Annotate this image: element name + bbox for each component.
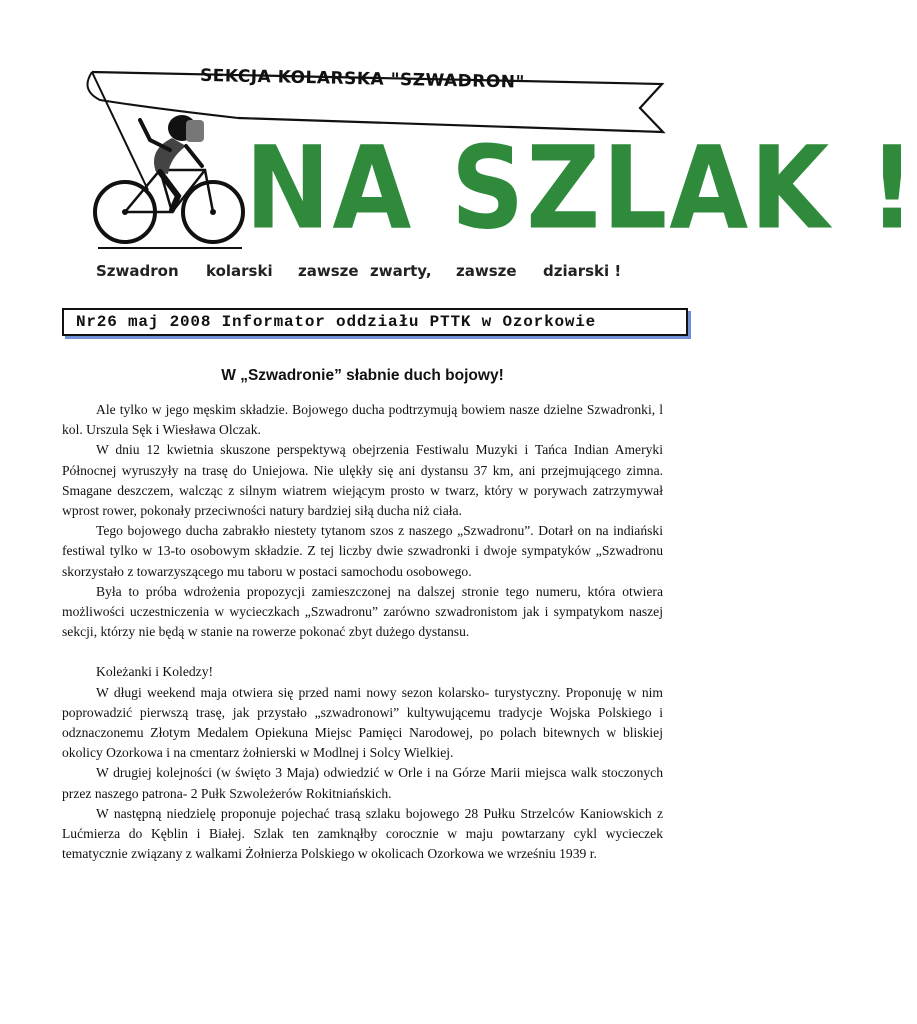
masthead: [0, 0, 917, 300]
section-name: SEKCJA KOLARSKA "SZWADRON": [199, 65, 526, 93]
article-paragraph: W dniu 12 kwietnia skuszone perspektywą obejrzenia Festiwalu Muzyki i Tańca Indian Ameryki Północnej wyruszyły na trasę do Uniejowa. Nie ulękły się ani dystansu 37 km, ani przejmującego zimna. Smagane deszczem, walcząc z silnym wiatrem wiejącym prosto w twarz, który w porywach zatrzymywał wprost rower, pokonały przeciwności natury bardziej siłą ducha niż ciała.: [62, 442, 663, 519]
motto-word: dziarski !: [543, 262, 622, 280]
article-paragraph: W długi weekend maja otwiera się przed nami nowy sezon kolarsko- turystyczny. Proponuję w nim poprowadzić pierwszą trasę, jak przystało „szwadronowi” kultywującemu tradycje Wojska Polskiego i odznaczonemu Złotym Medalem Opiekuna Miejsc Pamięci Narodowej, po polach bitewnych w bliskiej okolicy Ozorkowa i na cmentarz żołnierski w Modlnej i Solcy Wielkiej.: [62, 684, 663, 761]
motto-word: kolarski: [206, 262, 273, 280]
article-paragraph: Była to próba wdrożenia propozycji zamieszczonej na dalszej stronie tego numeru, która otwiera możliwości uczestniczenia w wycieczkach „Szwadronu” zarówno szwadronistom jak i sympatykom naszej sekcji, którzy nie będą w stanie na rowerze pokonać zbyt dużego dystansu.: [62, 583, 663, 640]
motto-word: zawsze: [456, 262, 517, 280]
motto-word: zwarty,: [370, 262, 432, 280]
motto-word: zawsze: [298, 262, 359, 280]
page-title: NA SZLAK !: [245, 122, 917, 256]
issue-info-bar: [62, 308, 688, 336]
greeting: Koleżanki i Koledzy!: [96, 664, 214, 680]
article-paragraph: Tego bojowego ducha zabrakło niestety tytanom szos z naszego „Szwadronu”. Dotarł on na indiański festiwal tylko w 13-to osobowym składzie. Z tej liczby dwie szwadronki i dwoje sympatyków „Szwadronu skorzystało z towarzyszącego mu taboru w postaci samochodu osobowego.: [62, 523, 663, 579]
article-paragraph: Ale tylko w jego męskim składzie. Bojowego ducha podtrzymują bowiem nasze dzielne Szwadronki, l kol. Urszula Sęk i Wiesława Olczak.: [62, 402, 663, 438]
motto-word: Szwadron: [96, 262, 179, 280]
issue-info-text: Nr26 maj 2008 Informator oddziału PTTK w Ozorkowie: [76, 313, 597, 331]
article-headline: W „Szwadronie” słabnie duch bojowy!: [221, 367, 504, 384]
article-body: [62, 400, 663, 864]
article-paragraph: W następną niedzielę proponuje pojechać trasą szlaku bojowego 28 Pułku Strzelców Kaniowskich z Lućmierza do Kęblin i Białej. Szlak ten zamknąłby corocznie w maju powtarzany cykl wycieczek tematycznie związany z walkami Żołnierza Polskiego w okolicach Ozorkowa we wrześniu 1939 r.: [62, 805, 663, 862]
article-paragraph: W drugiej kolejności (w święto 3 Maja) odwiedzić w Orle i na Górze Marii miejsca walk stoczonych przez naszego patrona- 2 Pułk Szwoleżerów Rokitniańskich.: [62, 765, 663, 801]
